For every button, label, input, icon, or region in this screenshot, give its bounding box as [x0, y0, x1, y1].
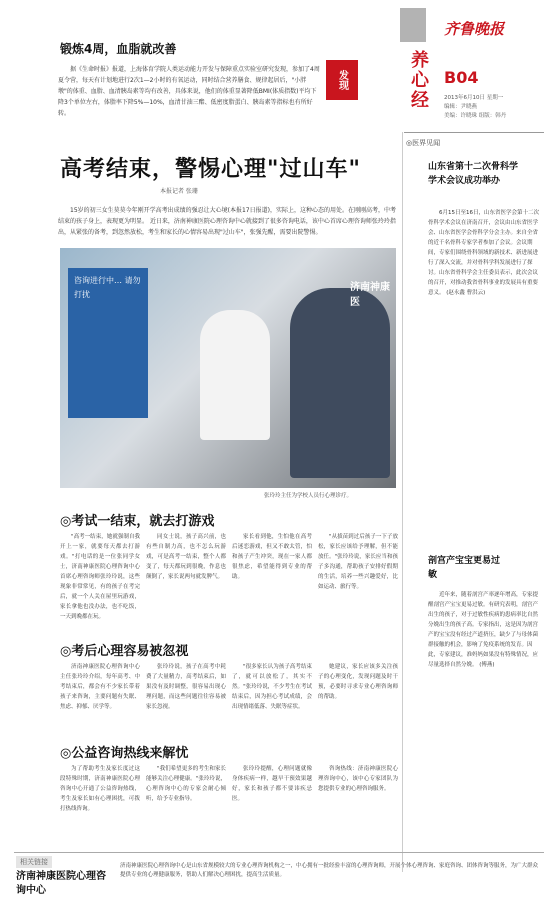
related-tag: 相关链接	[16, 856, 52, 868]
sidebar-rule	[404, 132, 544, 133]
photo-patient	[290, 288, 390, 478]
byline: 本报记者 张珊	[160, 188, 198, 195]
main-headline: 高考结束，警惕心理"过山车"	[60, 157, 361, 182]
consultation-photo	[60, 248, 396, 488]
photo-sign-text: 咨询进行中… 请勿打扰	[74, 276, 141, 299]
sidebar-story-2-body	[428, 590, 540, 840]
sidebar-label: ◎医界见闻	[406, 139, 441, 147]
section-heading-3: ◎公益咨询热线来解忧	[60, 746, 189, 761]
section-1-col-1: "高考一结束，她就强制自我开上一家，就要每天都去打游戏。"打电话的是一位张同学女士，济南神康医院心理咨询中心首席心理咨询师张玲玲说，这些现象非常常见，有的孩子在考完后，就一个人关在屋里玩游戏，家长拿他也没办法，也不吃饭，一天到晚都在玩。	[60, 534, 140, 620]
section-1-col-3: 家长看到他，生怕他在高考后迷恋游戏，但又不敢太管，怕和孩子产生冲突，现在一家人都很焦虑，希望能得到专业的帮助。	[232, 534, 312, 580]
section-3-col-4: 咨询热线：济南神康医院心理咨询中心，该中心专家团队为您提供专业的心理咨询服务。	[318, 766, 398, 792]
section-1-col-4: "从拔苗到过后孩子一下子放松，家长应该给予理解，但不能放任。"张玲玲说，家长应当和孩子多沟通，帮助孩子安排好假期的生活，培养一些兴趣爱好，比如运动、旅行等。	[318, 534, 398, 590]
issue-meta	[444, 94, 540, 121]
photo-clinic-sign: 济南神康医	[350, 282, 390, 308]
related-body: 济南神康医院心理咨询中心是山东省规模较大的专业心理咨询机构之一，中心拥有一批经验丰富的心理咨询师，开展个体心理咨询、家庭咨询、团体咨询等服务，为广大群众提供专业的心理健康服务，帮助人们解决心理困扰，提高生活质量。	[120, 863, 539, 878]
section-3-col-3: 张玲玲提醒，心理问题就像身体疾病一样，越早干预效果越好，家长和孩子都不要讳疾忌医。	[232, 766, 312, 802]
sidebar-story-2-title: 剖宫产宝宝更易过敏	[428, 556, 501, 580]
section-3-col-1: 为了帮助考生及家长度过这段特殊时期，济南神康医院心理咨询中心开通了公益咨询热线，考生及家长如有心理困扰，可拨打热线咨询。	[60, 766, 140, 812]
related-title: 济南神康医院心理咨询中心	[16, 871, 106, 896]
section-2-col-4: 她建议，家长应该多关注孩子的心理变化，发现问题及时干预，必要时寻求专业心理咨询师的帮助。	[318, 664, 398, 700]
sidebar-story-1-body	[428, 208, 540, 538]
section-name: 养心经	[408, 50, 429, 110]
photo-doctor	[200, 310, 270, 440]
sidebar-story-1-source: (赵永鑫 曹洪云)	[446, 290, 486, 296]
sidebar-divider	[402, 132, 403, 872]
lead-paragraph: 15岁的初三女生莫莫今年刚开学高考出成绩的强忍让大心境(本报17日报道)，实际上，这种心态的用处。在刚刚高考，中考结束的孩子身上，表现更为明显。 近日来，济南神康医院心理咨询中心就接到了很多咨询电话，该中心首席心理咨询师张玲玲指出，从紧张的备考，到忽然放松，考生和家长的心情容易出现"过山车"，张强先醒，需要出院警惕。	[58, 207, 396, 236]
top-story-headline: 锻炼4周，血脂就改善	[60, 42, 177, 56]
meta-date: 2013年6月10日 星期一	[444, 95, 504, 101]
meta-design: 美编：许晓珠 组版：韩丹	[444, 113, 507, 119]
section-1-col-2: 同女士说，孩子高兴前，也有些自制力高，也不怎么玩游戏，可是高考一结束，整个人都变了，每天都玩到很晚，作息也颠倒了，家长说两句就发脾气。	[146, 534, 226, 580]
photo-sign	[68, 268, 148, 418]
sidebar-story-1-text: 6月15日至16日，山东省医学会第十二次骨科学术会议在济南召开，会议由山东省医学会、山东省医学会骨科学分会主办。来自全省的近千名骨科专家学者参加了会议。会议期间，专家们围绕骨科领域的新技术、新进展进行了深入交流，并对骨科学科发展进行了探讨。山东省骨科学会主任委员表示，此次会议的召开，对推动我省骨科事业的发展具有重要意义。	[428, 210, 539, 296]
section-2-col-1: 济南神康医院心理咨询中心主任张玲玲介绍，每年高考、中考结束后，都会有不少家长带着孩子来咨询，主要问题有失眠、焦虑、抑郁、厌学等。	[60, 664, 140, 710]
sidebar-story-1-title: 山东省第十二次骨科学学术会议成功举办	[428, 162, 519, 186]
section-2-col-2: 张玲玲说，孩子在高考中耗费了大量精力，高考结束后，如果没有及时调整，很容易出现心理问题，而这些问题往往容易被家长忽视。	[146, 664, 226, 710]
masthead-bar	[400, 8, 426, 42]
section-heading-1: ◎考试一结束，就去打游戏	[60, 514, 215, 529]
section-heading-2: ◎考后心理容易被忽视	[60, 644, 189, 659]
meta-editor: 编辑：尹晓燕	[444, 104, 478, 110]
page-number: B04	[444, 68, 479, 87]
sidebar-story-2-source: (傅燕)	[479, 662, 495, 668]
top-story-body: 据《生命时报》报道，上海体育学院人类运动能力开发与保障重点实验室研究发现，参加了4周夏令营，每天有计划地进行2次1—2小时的有氧运动，同时结合营养膳食、规律起居后，"小胖墩"的体重、血脂、血清胰岛素等均有改善，具体来说，他们的体重显著降低BMI(体质指数)平均下降3个单位左右，体脂率下降5%—10%，血清甘油三酯、低密度脂蛋白、胰岛素等指标也有所好转。	[58, 66, 320, 117]
sidebar-story-2-text: 近年来，随着剖宫产率逐年增高，专家提醒剖宫产宝宝更易过敏。有研究表明，剖宫产出生的孩子，对于过敏性疾病的患病率比自然分娩出生的孩子高。专家指出，这是因为剖宫产的宝宝没有经过产道挤压，缺少了与母体菌群接触的机会，影响了免疫系统的发育。因此，专家建议，准妈妈如果没有特殊情况，应尽量选择自然分娩。	[428, 592, 539, 668]
bottom-rule	[14, 852, 544, 853]
photo-caption: 张玲玲主任为学校人员行心理诊疗。	[264, 493, 353, 499]
section-2-col-3: "很多家长认为孩子高考结束了，就可以放松了，其实不然。"张玲玲说，不少考生在考试结束后，因为担心考试成绩，会出现情绪低落、失眠等症状。	[232, 664, 312, 710]
section-3-col-2: "我们希望更多的考生和家长能够关注心理健康。"张玲玲说，心理咨询中心的专家会耐心倾听，给予专业指导。	[146, 766, 226, 802]
masthead	[400, 8, 542, 128]
discovery-badge: 发现	[326, 60, 358, 100]
paper-name: 齐鲁晚报	[444, 20, 505, 38]
